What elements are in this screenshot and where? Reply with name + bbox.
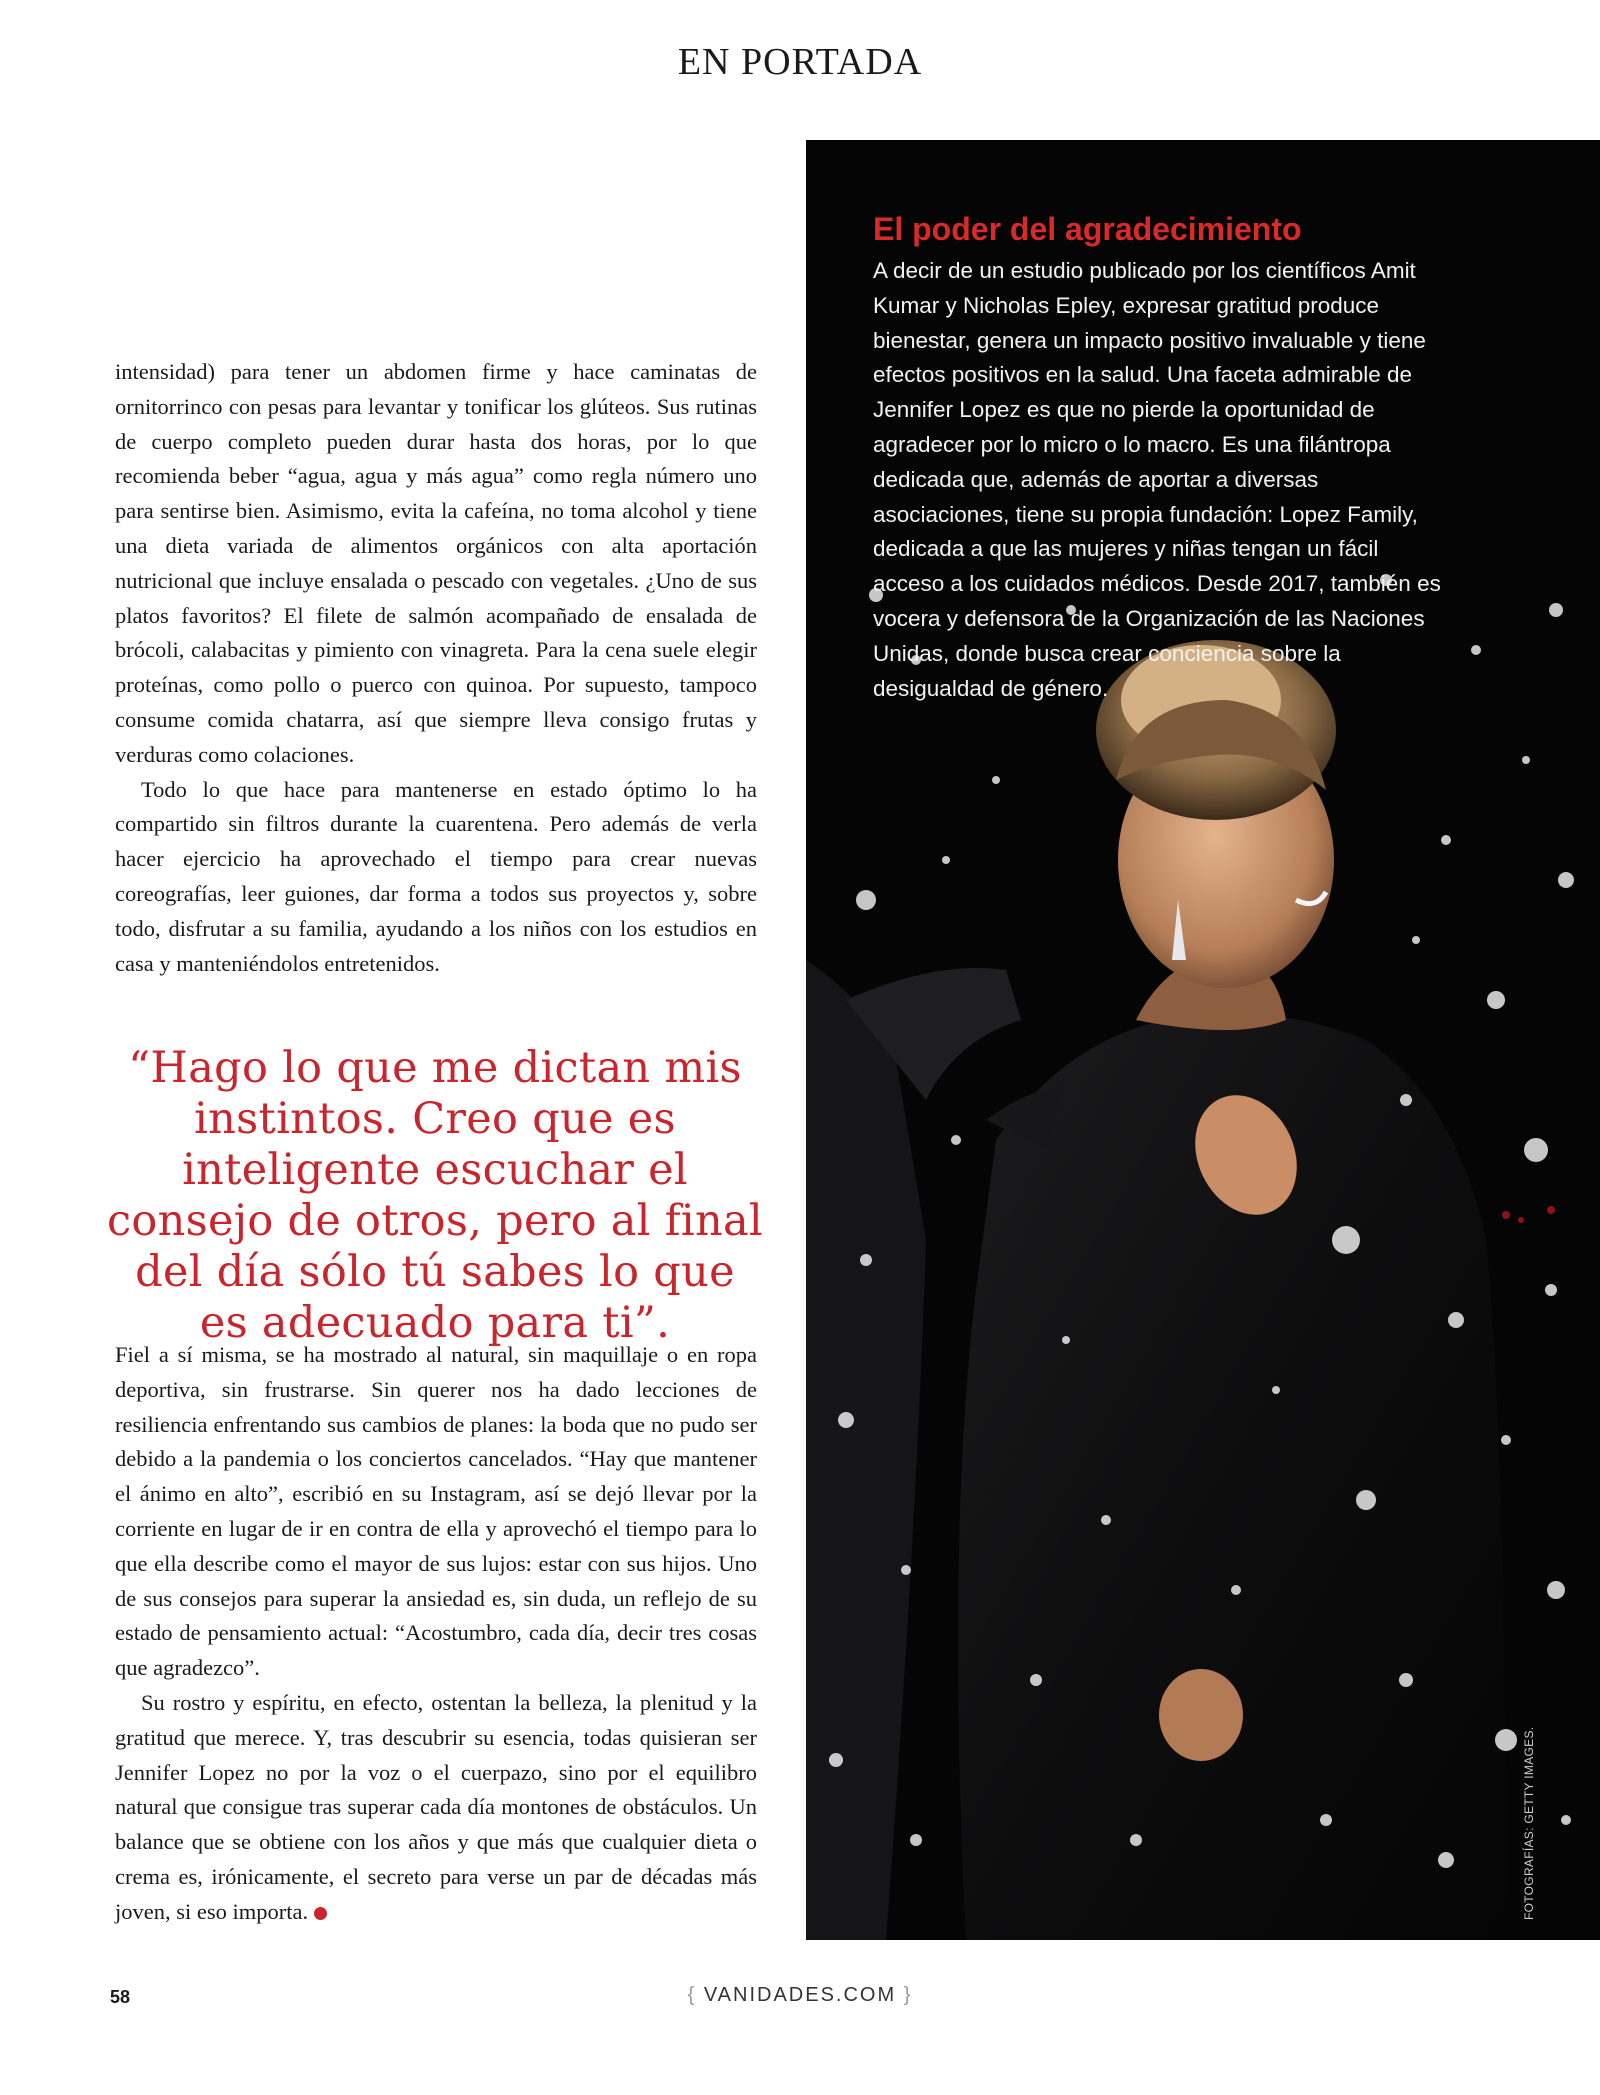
- brace-close: }: [903, 1984, 913, 2006]
- article-paragraph-text: Su rostro y espíritu, en efecto, ostentan la belleza, la plenitud y la gratitud que merece. Y, tras descubrir su esencia, todas quisieran ser Jennifer Lopez no por la voz o el cuerpazo, sino por el equilibro natural que consigue tras superar cada día montones de obstáculos. Un balance que se obtiene con los años y que más que cualquier dieta o crema es, irónicamente, el secreto para verse un par de décadas más joven, si eso importa.: [115, 1689, 757, 1924]
- sidebar-title: El poder del agradecimiento: [873, 211, 1302, 247]
- site-footer: [0, 1984, 1600, 2007]
- article-paragraph: Fiel a sí misma, se ha mostrado al natural, sin maquillaje o en ropa deportiva, sin frustrarse. Sin querer nos ha dado lecciones de resiliencia enfrentando sus cambios de planes: la boda que no pudo ser debido a la pandemia o los conciertos cancelados. “Hay que mantener el ánimo en alto”, escribió en su Instagram, así se dejó llevar por la corriente en lugar de ir en contra de ella y aprovechó el tiempo para lo que ella describe como el mayor de sus lujos: estar con sus hijos. Uno de sus consejos para superar la ansiedad es, sin duda, un reflejo de su estado de pensamiento actual: “Acostumbro, cada día, decir tres cosas que agradezco”.: [115, 1342, 757, 1681]
- section-header: EN PORTADA: [677, 41, 923, 83]
- article-paragraph: [115, 1686, 757, 1930]
- article-paragraph: Todo lo que hace para mantenerse en estado óptimo lo ha compartido sin filtros durante la cuarentena. Pero además de verla hacer ejercicio ha aprovechado el tiempo para crear nuevas coreografías, leer guiones, dar forma a todos sus proyectos y, sobre todo, disfrutar a su familia, ayudando a los niños con los estudios en casa y manteniéndolos entretenidos.: [115, 776, 757, 976]
- article-paragraph: intensidad) para tener un abdomen firme y hace caminatas de ornitorrinco con pesas para levantar y tonificar los glúteos. Sus rutinas de cuerpo completo pueden durar hasta dos horas, por lo que recomienda beber “agua, agua y más agua” como regla número uno para sentirse bien. Asimismo, evita la cafeína, no toma alcohol y tiene una dieta variada de alimentos orgánicos con alta aportación nutricional que incluye ensalada o pescado con vegetales. ¿Uno de sus platos favoritos? El filete de salmón acompañado de ensalada de brócoli, calabacitas y pimiento con vinagreta. Para la cena suele elegir proteínas, como pollo o puerco con quinoa. Por supuesto, tampoco consume comida chatarra, así que siempre lleva consigo frutas y verduras como colaciones.: [115, 359, 757, 767]
- photo-credit: FOTOGRAFÍAS: GETTY IMAGES.: [1522, 1726, 1536, 1920]
- article-column-top: [115, 355, 757, 981]
- page-number: 58: [110, 1987, 131, 2007]
- pull-quote: “Hago lo que me dictan mis instintos. Creo que es inteligente escuchar el consejo de otros, pero al final del día sólo tú sabes lo que es adecuado para ti”.: [107, 1043, 763, 1348]
- sidebar-text: A decir de un estudio publicado por los científicos Amit Kumar y Nicholas Epley, expresar gratitud produce bienestar, genera un impacto positivo invaluable y tiene efectos positivos en la salud. Una faceta admirable de Jennifer Lopez es que no pierde la oportunidad de agradecer por lo micro o lo macro. Es una filántropa dedicada que, además de aportar a diversas asociaciones, tiene su propia fundación: Lopez Family, dedicada a que las mujeres y niñas tengan un fácil acceso a los cuidados médicos. Desde 2017, también es vocera y defensora de la Organización de las Naciones Unidas, donde busca crear conciencia sobre la desigualdad de género.: [873, 258, 1441, 701]
- article-column-bottom: [115, 1338, 757, 1930]
- brace-open: {: [687, 1984, 697, 2006]
- site-url: VANIDADES.COM: [703, 1984, 897, 2006]
- end-mark-dot: [314, 1907, 327, 1920]
